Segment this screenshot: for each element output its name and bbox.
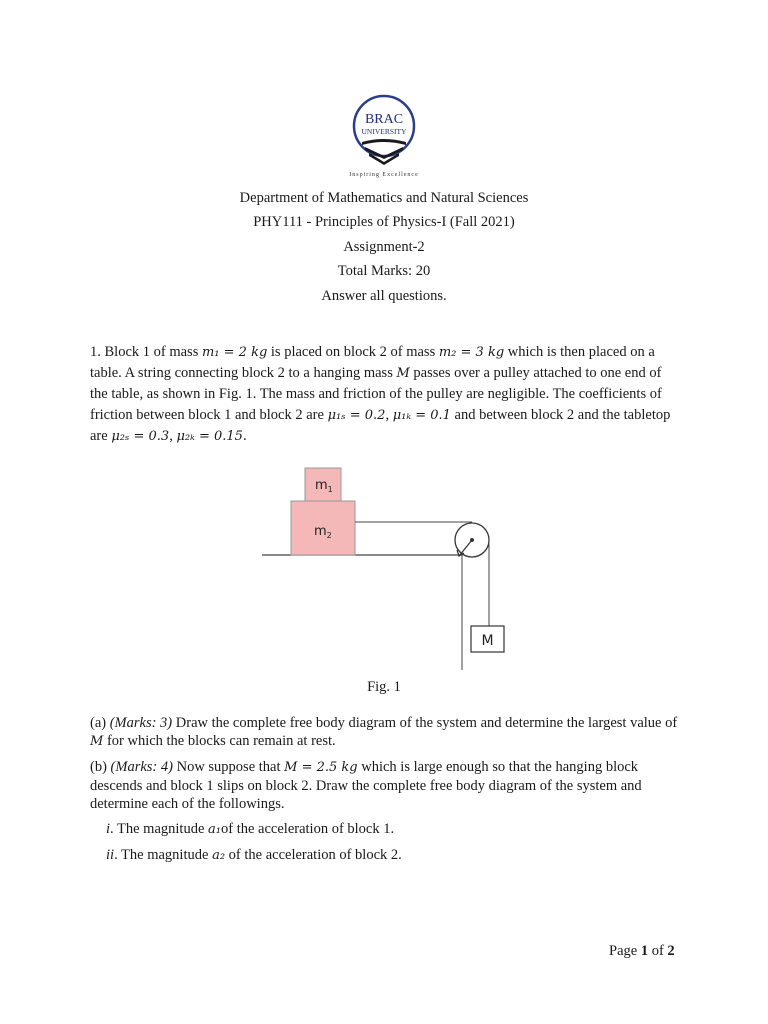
part-a-text [90, 714, 680, 751]
assignment-title: Assignment-2 [343, 239, 425, 255]
item-ii-symbol: a₂ [212, 848, 226, 863]
q1-text-6: . [242, 428, 247, 444]
part-b-label: (b) [90, 759, 111, 775]
q1-text-5: and between block 2 and the tabletop are [90, 407, 671, 444]
block-2-label: $m_2$ [314, 524, 332, 540]
q1-text-3: which is then placed on a table. A string connecting block 2 to a hanging mass [90, 344, 655, 381]
q1-text-2: is placed on block 2 of mass [267, 344, 439, 360]
q1-mu1s: μ₁ₛ = 0.2 [327, 408, 386, 423]
page-total: 2 [667, 943, 675, 959]
department-title: Department of Mathematics and Natural Sciences [239, 190, 529, 206]
question-1-text [90, 342, 680, 447]
q1-m1-equation: m₁ = 2 kg [201, 345, 268, 360]
brac-logo-icon [337, 92, 431, 180]
item-i-text-1: . The magnitude [110, 821, 209, 837]
q1-M-symbol: M [396, 366, 410, 381]
item-ii-text-2: of the acceleration of block 2. [225, 847, 402, 863]
logo-tagline: Inspiring Excellence [349, 172, 419, 178]
total-marks: Total Marks: 20 [337, 263, 431, 279]
logo-text-brac: BRAC [364, 112, 404, 127]
q1-mu2s: μ₂ₛ = 0.3 [111, 429, 170, 444]
figure-caption: Fig. 1 [367, 679, 401, 695]
page-of-word: of [648, 943, 668, 959]
figure-1-diagram [262, 464, 512, 674]
part-a-marks: (Marks: 3) [109, 715, 173, 731]
part-a-M-symbol: M [90, 734, 104, 749]
page-word: Page [609, 943, 641, 959]
q1-comma-2: , [169, 428, 177, 444]
item-i-symbol: a₁ [208, 822, 221, 837]
university-logo [337, 92, 431, 180]
item-ii-text-1: . The magnitude [114, 847, 213, 863]
q1-m2-equation: m₂ = 3 kg [438, 345, 505, 360]
part-b-text-1: Now suppose that [172, 759, 285, 775]
item-ii-roman: ii [106, 847, 115, 863]
item-i-roman: i [106, 821, 111, 837]
q1-text-1: 1. Block 1 of mass [90, 344, 202, 360]
q1-mu1k: μ₁ₖ = 0.1 [392, 408, 451, 423]
part-b-text-2: which is large enough so that the hanging block descends and block 1 slips on block 2. Draw the complete free body diagram of the system and determine each of the followings. [90, 759, 642, 812]
instruction: Answer all questions. [321, 288, 447, 304]
course-title: PHY111 - Principles of Physics-I (Fall 2021) [253, 214, 515, 230]
item-i-text-2: of the acceleration of block 1. [221, 821, 395, 837]
part-a-text-1: Draw the complete free body diagram of the system and determine the largest value of [172, 715, 678, 731]
part-a-text-2: for which the blocks can remain at rest. [103, 733, 336, 749]
q1-mu2k: μ₂ₖ = 0.15 [176, 429, 243, 444]
part-b-text [90, 758, 680, 813]
q1-text-4: passes over a pulley attached to one end of the table, as shown in Fig. 1. The mass and friction of the pulley are negligible. The coefficients of friction between block 1 and block 2 are [90, 365, 662, 423]
q1-comma-1: , [385, 407, 393, 423]
hanging-mass-label: M [481, 633, 494, 649]
part-b-item-i [106, 820, 394, 839]
part-b-marks: (Marks: 4) [110, 759, 173, 775]
logo-text-university: UNIVERSITY [361, 127, 407, 136]
part-b-M-equation: M = 2.5 kg [284, 760, 358, 775]
block-1-label: $m_1$ [315, 478, 333, 494]
part-a-label: (a) [90, 715, 110, 731]
page-current: 1 [640, 943, 649, 959]
page-number [609, 943, 675, 960]
part-b-item-ii [106, 846, 402, 865]
